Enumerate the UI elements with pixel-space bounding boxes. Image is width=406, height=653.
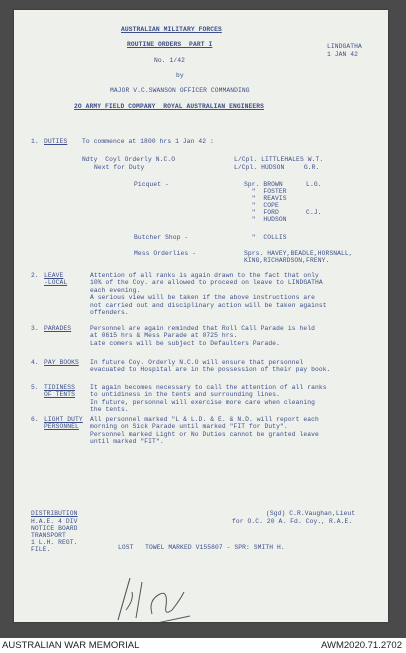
distribution-heading: DISTRIBUTION (31, 510, 78, 517)
lost-notice: LOST TOWEL MARKED V155807 - SPR: SMITH H. (118, 544, 285, 551)
picquet-line: " FORD C.J. (244, 209, 322, 216)
section-heading-light-duty: LIGHT DUTY PERSONNEL (44, 416, 83, 431)
footer-source: AUSTRALIAN WAR MEMORIAL (2, 640, 140, 651)
by-label: by (176, 72, 184, 79)
section-text-tidiness: It again becomes necessary to call the attention of all ranks to untidiness in the tents and surrounding lines. In future, personnel will exercise more care when cleaning the tents. (90, 384, 327, 414)
duty-row-value: L/Cpl. LITTLEHALES W.T. (234, 156, 324, 163)
signature-line: (Sgd) C.R.Vaughan,Lieut (266, 510, 356, 517)
section-text-parades: Personnel are again reminded that Roll Call Parade is held at 0615 hrs & Mess Parade at 0725 hrs. Late comers will be subject to Defaulters Parade. (90, 325, 315, 347)
handwritten-annotation (112, 570, 212, 622)
signature-line: for O.C. 20 A. Fd. Coy., R.A.E. (232, 518, 353, 525)
picquet-line: " HUDSON (244, 216, 287, 223)
section-text-pay-books: In future Coy. Orderly N.C.O will ensure that personnel evacuated to Hospital are in the possession of their pay book. (90, 359, 331, 374)
picquet-line: " COPE (244, 202, 279, 209)
section-heading-duties: DUTIES (44, 138, 68, 145)
order-number: No. 1/42 (154, 57, 186, 64)
mess-line: Sprs. HAVEY,BEADLE,HORSNALL, (244, 250, 353, 257)
distribution-item: NOTICE BOARD (31, 525, 78, 532)
section-text-leave: Attention of all ranks is again drawn to the fact that only 10% of the Coy. are allowed to proceed on leave to LINDGATHA each evening. A serious view will be taken if the above instructions are not carried out and disciplinary action will be taken against offenders. (90, 272, 327, 317)
section-heading-pay-books: PAY BOOKS (44, 359, 79, 366)
footer-bar (0, 638, 406, 653)
section-number: 1. (31, 138, 39, 145)
date: 1 JAN 42 (327, 51, 359, 58)
section-number: 5. (31, 384, 39, 391)
unit-name: 2O ARMY FIELD COMPANY ROYAL AUSTRALIAN ENGINEERS (74, 103, 265, 110)
document-page (14, 10, 388, 622)
section-heading-parades: PARADES (44, 325, 72, 332)
distribution-item: FILE. (31, 546, 51, 553)
footer-accession: AWM2020.71.2702 (321, 640, 402, 651)
mess-line: KING,RICHARDSON,FRENY. (244, 257, 330, 264)
duty-row-value: L/Cpl. HUDSON G.R. (234, 164, 320, 171)
duty-row-label: Ndty Coyl Orderly N.C.O (82, 156, 176, 163)
section-number: 3. (31, 325, 39, 332)
butcher-value: " COLLIS (244, 234, 287, 241)
picquet-line: Spr. BROWN L.G. (244, 181, 322, 188)
picquet-label: Picquet - (134, 181, 169, 188)
duties-intro: To commence at 1800 hrs 1 Jan 42 : (82, 138, 214, 145)
mess-label: Mess Orderlies - (134, 250, 197, 257)
section-text-light-duty: All personnel marked "L & L.D. & E. & N.D. will report each morning on Sick Parade until marked "FIT for Duty". Personnel marked Light or No Duties cannot be granted leave until marked "FIT". (90, 416, 319, 446)
section-number: 4. (31, 359, 39, 366)
section-number: 6. (31, 416, 39, 423)
officer-name: MAJOR V.C.SWANSON OFFICER COMMANDING (110, 87, 250, 94)
place: LINDGATHA (327, 43, 362, 50)
routine-orders-title: ROUTINE ORDERS PART I (127, 41, 213, 48)
butcher-label: Butcher Shop - (134, 234, 189, 241)
document-title: AUSTRALIAN MILITARY FORCES (121, 26, 222, 33)
section-number: 2. (31, 272, 39, 279)
distribution-item: TRANSPORT (31, 532, 66, 539)
picquet-line: " FOSTER (244, 188, 287, 195)
picquet-line: " REAVIS (244, 195, 287, 202)
section-heading-tidiness: TIDINESS OF TENTS (44, 384, 76, 399)
distribution-item: 1 L.H. REGT. (31, 539, 78, 546)
duty-row-label: Next for Duty (94, 164, 145, 171)
distribution-item: H.A.E. 4 DIV (31, 518, 78, 525)
section-heading-leave: LEAVE -LOCAL (44, 272, 68, 287)
